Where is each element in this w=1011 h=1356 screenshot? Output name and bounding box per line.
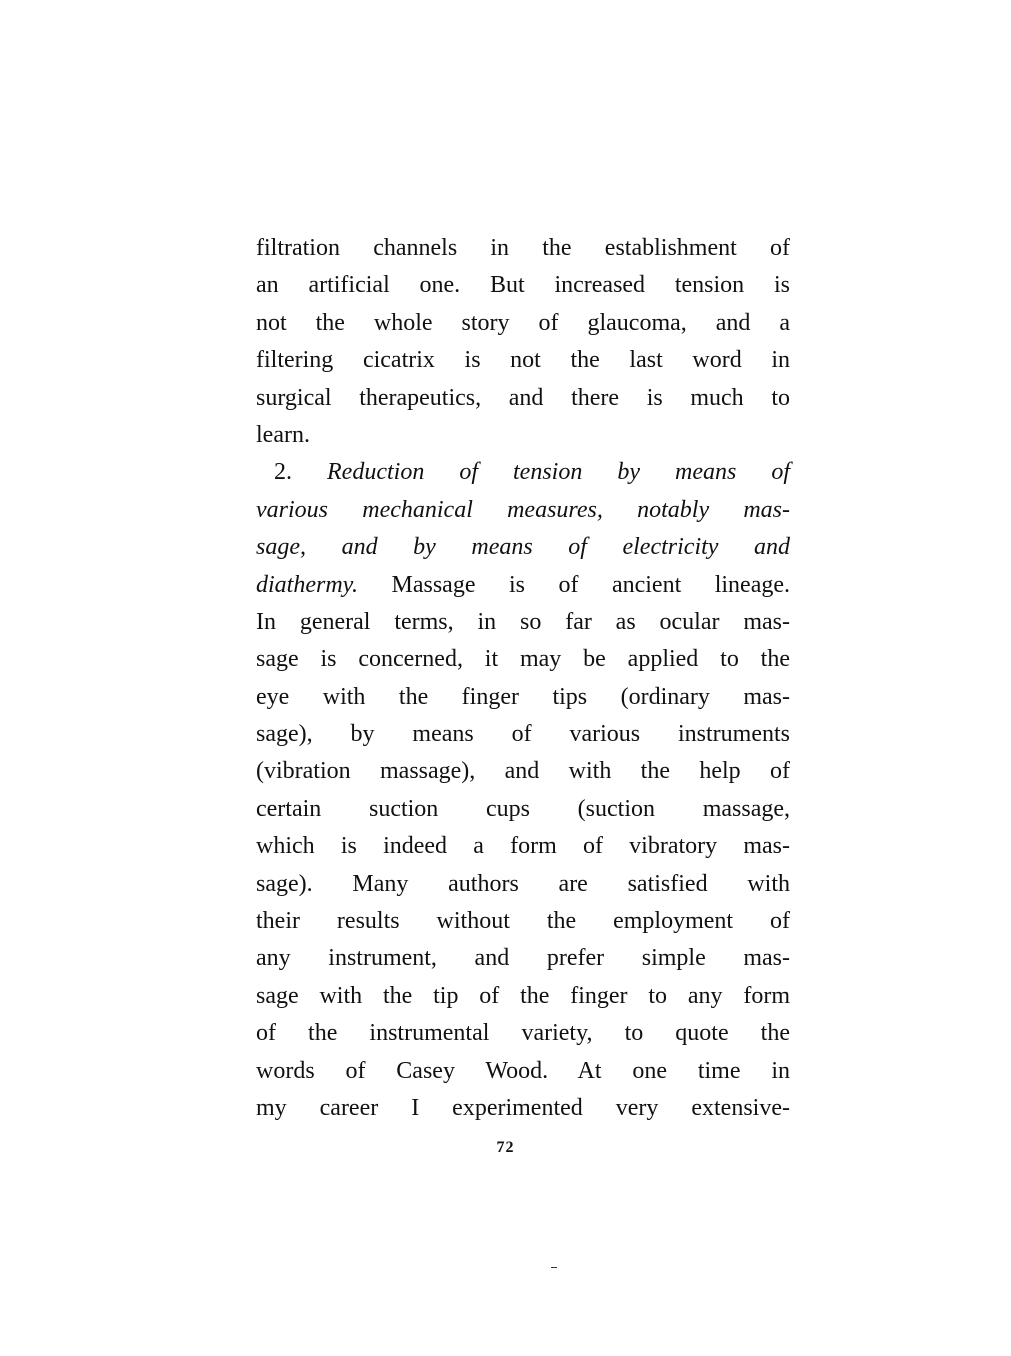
section-title-line: various mechanical measures, notably mas- (256, 496, 790, 523)
text-line: sage), by means of various instruments (256, 721, 790, 748)
text-line: sage with the tip of the finger to any form (256, 982, 790, 1009)
text-line: an artificial one. But increased tension is (256, 272, 790, 299)
text-line: which is indeed a form of vibratory mas- (256, 833, 790, 860)
text-line: words of Casey Wood. At one time in (256, 1057, 790, 1084)
text-line: certain suction cups (suction massage, (256, 795, 790, 822)
text-line (256, 567, 790, 604)
text-line: any instrument, and prefer simple mas- (256, 945, 790, 972)
scan-mark (551, 1267, 557, 1268)
text-line: filtering cicatrix is not the last word in (256, 347, 790, 374)
text-line: my career I experimented very extensive- (256, 1094, 790, 1121)
text-span: Massage is of ancient lineage. (391, 571, 791, 598)
body-text (256, 230, 790, 1127)
text-line: not the whole story of glaucoma, and a (256, 309, 790, 336)
text-line: sage). Many authors are satisfied with (256, 870, 790, 897)
text-line: sage is concerned, it may be applied to the (256, 646, 790, 673)
text-line: filtration channels in the establishment of (256, 235, 790, 261)
text-line: surgical therapeutics, and there is much to (256, 384, 790, 411)
section-title-line: sage, and by means of electricity and (256, 534, 790, 561)
text-line: eye with the finger tips (ordinary mas- (256, 683, 790, 710)
page-number: 72 (496, 1139, 515, 1156)
section-number: 2. (274, 459, 292, 486)
section-heading-line (256, 454, 790, 491)
text-line: of the instrumental variety, to quote the (256, 1020, 790, 1047)
section-title: Reduction of tension by means of (327, 459, 790, 486)
text-line: (vibration massage), and with the help of (256, 758, 790, 785)
section-title-end: diathermy. (256, 571, 358, 598)
text-line: learn. (256, 421, 310, 448)
text-line: In general terms, in so far as ocular mas- (256, 608, 790, 635)
text-line: their results without the employment of (256, 908, 790, 935)
